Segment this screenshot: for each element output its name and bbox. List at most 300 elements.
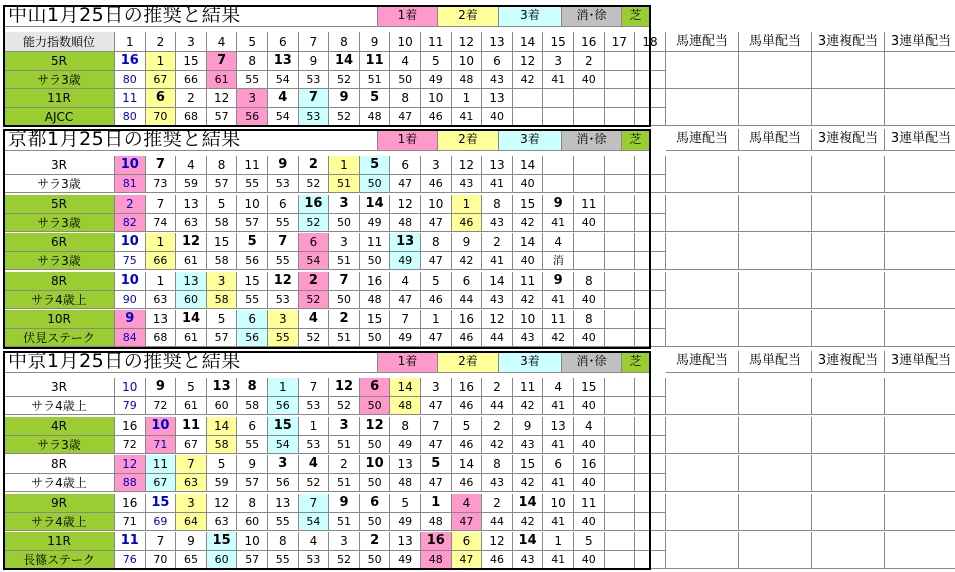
horse-number: 12 [482,532,513,551]
payout-cell [885,233,955,270]
horse-number: 14 [329,52,360,71]
horse-number: 3 [329,532,360,551]
ability-index: 54 [268,436,299,454]
race-number: 6R [4,233,115,252]
payout-cell [666,195,739,232]
ability-index: 59 [207,474,238,492]
horse-number: 2 [482,233,513,252]
payout-cell [885,156,955,193]
ability-index: 56 [237,108,268,126]
ability-index: 49 [421,71,452,89]
horse-number: 2 [360,532,391,551]
horse-number: 6 [237,417,268,436]
ability-index: 42 [513,397,544,415]
horse-number: 5 [207,310,238,329]
legend-second: 2着 [438,5,499,27]
ability-index: 55 [268,214,299,232]
payout-cell [885,310,955,347]
horse-number: 2 [115,195,146,214]
horse-number [605,272,636,291]
horse-number: 5 [421,455,452,474]
ability-index: 43 [513,329,544,347]
ability-index: 50 [360,175,391,193]
ability-index: 43 [482,71,513,89]
rank-header-cell: 2 [146,32,177,52]
horse-number: 1 [543,532,574,551]
ability-index: 53 [268,291,299,309]
ability-index [635,291,666,309]
horse-number: 2 [482,494,513,513]
ability-index: 67 [146,71,177,89]
horse-number [574,156,605,175]
horse-number: 7 [299,494,330,513]
horse-number: 12 [360,417,391,436]
horse-number: 4 [452,494,483,513]
ability-index: 41 [543,397,574,415]
payout-cell [885,532,955,569]
ability-index: 46 [452,474,483,492]
horse-number [605,52,636,71]
horse-number: 7 [299,378,330,397]
payout-cell [666,532,739,569]
horse-number: 9 [329,89,360,108]
ability-index: 63 [176,474,207,492]
race-condition: サラ3歳 [4,436,115,454]
legend-third: 3着 [499,351,562,373]
ability-index: 46 [421,175,452,193]
ability-index: 57 [207,175,238,193]
horse-number: 5 [207,195,238,214]
ability-index: 41 [543,291,574,309]
payout-header: 3連単配当 [885,351,955,373]
ability-index: 49 [390,551,421,569]
ability-index: 57 [237,214,268,232]
payout-cell [666,89,739,126]
horse-number: 9 [299,52,330,71]
ability-index: 55 [237,175,268,193]
ability-index: 43 [482,214,513,232]
horse-number: 3 [207,272,238,291]
rank-header-cell: 18 [635,32,666,52]
ability-index: 52 [299,175,330,193]
ability-index: 44 [482,513,513,531]
horse-number: 6 [543,455,574,474]
horse-number [635,52,666,71]
ability-index: 50 [360,436,391,454]
horse-number: 11 [360,233,391,252]
horse-number [635,272,666,291]
horse-number: 13 [176,272,207,291]
ability-index [605,513,636,531]
horse-number: 2 [482,378,513,397]
ability-index: 46 [421,108,452,126]
horse-number: 10 [115,156,146,175]
horse-number: 12 [268,272,299,291]
horse-number: 9 [268,156,299,175]
horse-number: 15 [176,52,207,71]
horse-number: 3 [268,310,299,329]
ability-index [635,551,666,569]
ability-index: 49 [390,252,421,270]
payout-cell [666,233,739,270]
horse-number: 15 [574,378,605,397]
horse-number: 4 [390,52,421,71]
ability-index: 75 [115,252,146,270]
ability-index: 41 [452,108,483,126]
ability-index: 40 [574,214,605,232]
ability-index: 42 [482,436,513,454]
payout-header: 3連複配当 [812,32,885,52]
payout-cell [885,417,955,454]
rank-header-cell: 3 [176,32,207,52]
ability-index [635,329,666,347]
horse-number: 1 [299,417,330,436]
horse-number [605,532,636,551]
horse-number: 2 [299,272,330,291]
ability-index: 48 [390,214,421,232]
legend-first: 1着 [378,5,438,27]
payout-header: 馬連配当 [666,32,739,52]
ability-index: 40 [574,474,605,492]
ability-index: 55 [237,291,268,309]
ability-index: 66 [176,71,207,89]
horse-number: 3 [421,378,452,397]
ability-index: 50 [360,551,391,569]
horse-number [543,89,574,108]
ability-index [605,397,636,415]
payout-cell [812,310,885,347]
rank-header-cell: 12 [452,32,483,52]
horse-number: 5 [390,494,421,513]
ability-index: 43 [513,551,544,569]
payout-cell [739,233,812,270]
horse-number: 1 [146,233,177,252]
payout-cell [739,532,812,569]
horse-number: 13 [390,532,421,551]
horse-number [635,532,666,551]
horse-number: 3 [176,494,207,513]
rank-header-cell: 9 [360,32,391,52]
horse-number: 2 [329,455,360,474]
horse-number: 16 [115,417,146,436]
horse-number: 6 [452,272,483,291]
ability-index: 40 [482,108,513,126]
horse-number: 6 [146,89,177,108]
race-number: 9R [4,494,115,513]
ability-index: 42 [513,291,544,309]
ability-index: 40 [574,71,605,89]
horse-number: 3 [329,233,360,252]
horse-number: 13 [482,89,513,108]
horse-number: 1 [146,272,177,291]
horse-number: 6 [360,494,391,513]
horse-number: 9 [146,378,177,397]
ability-index: 40 [574,551,605,569]
ability-index [605,291,636,309]
ability-index: 55 [268,513,299,531]
ability-index: 44 [452,291,483,309]
ability-index: 57 [207,329,238,347]
horse-number: 4 [299,532,330,551]
ability-index: 50 [360,474,391,492]
ability-index: 46 [421,291,452,309]
horse-number: 15 [237,272,268,291]
horse-number [635,233,666,252]
ability-index: 57 [237,551,268,569]
horse-number: 10 [421,89,452,108]
legend-turf: 芝 [622,129,650,151]
ability-index [543,175,574,193]
horse-number: 7 [146,195,177,214]
ability-index: 54 [299,513,330,531]
ability-index: 47 [421,474,452,492]
horse-number: 14 [390,378,421,397]
ability-index: 52 [299,329,330,347]
horse-number [605,156,636,175]
horse-number: 10 [421,195,452,214]
ability-index: 68 [146,329,177,347]
race-number: 3R [4,378,115,397]
horse-number: 3 [329,417,360,436]
horse-number: 9 [543,272,574,291]
ability-index: 63 [207,513,238,531]
race-number: 5R [4,195,115,214]
horse-number: 5 [237,233,268,252]
horse-number: 12 [207,89,238,108]
rank-header-cell: 5 [237,32,268,52]
ability-index: 53 [268,175,299,193]
horse-number [635,89,666,108]
ability-index: 50 [360,513,391,531]
ability-index: 52 [329,397,360,415]
ability-index: 40 [574,513,605,531]
ability-index: 61 [176,329,207,347]
horse-number: 1 [146,52,177,71]
horse-number [635,156,666,175]
horse-number: 10 [115,272,146,291]
payout-cell [666,378,739,415]
ability-index: 60 [176,291,207,309]
horse-number: 3 [237,89,268,108]
horse-number: 12 [390,195,421,214]
ability-index: 53 [299,71,330,89]
ability-index [605,551,636,569]
horse-number: 2 [299,156,330,175]
ability-index: 90 [115,291,146,309]
ability-index [543,108,574,126]
race-condition: 長篠ステーク [4,551,115,569]
ability-index: 80 [115,71,146,89]
horse-number: 14 [207,417,238,436]
race-condition: サラ3歳 [4,71,115,89]
ability-index: 40 [574,436,605,454]
payout-cell [812,156,885,193]
horse-number: 5 [421,52,452,71]
horse-number: 13 [207,378,238,397]
horse-number: 11 [513,378,544,397]
rank-header-cell: 17 [605,32,636,52]
horse-number: 7 [268,233,299,252]
payout-cell [885,272,955,309]
horse-number: 8 [237,494,268,513]
section-title: 京都1月25日の推奨と結果 [4,129,378,151]
ability-index: 81 [115,175,146,193]
ability-index: 48 [360,108,391,126]
ability-index: 54 [268,71,299,89]
ability-index: 41 [482,175,513,193]
horse-number: 2 [329,310,360,329]
payout-cell [885,195,955,232]
ability-index: 84 [115,329,146,347]
horse-number: 3 [329,195,360,214]
horse-number: 14 [513,233,544,252]
horse-number: 8 [237,52,268,71]
horse-number: 7 [390,310,421,329]
horse-number: 10 [237,532,268,551]
rank-header-cell: 15 [543,32,574,52]
payout-header: 3連単配当 [885,129,955,151]
horse-number: 7 [146,156,177,175]
horse-number [605,195,636,214]
horse-number: 12 [207,494,238,513]
ability-index: 41 [543,474,574,492]
horse-number: 14 [360,195,391,214]
payout-cell [666,417,739,454]
ability-index: 56 [237,252,268,270]
horse-number: 11 [115,89,146,108]
horse-number: 5 [421,272,452,291]
payout-cell [885,52,955,89]
payout-cell [812,417,885,454]
ability-index: 47 [390,175,421,193]
ability-index [635,513,666,531]
ability-index [605,474,636,492]
horse-number: 8 [207,156,238,175]
ability-index: 66 [146,252,177,270]
ability-index: 42 [513,214,544,232]
ability-index: 47 [421,214,452,232]
horse-number: 14 [513,532,544,551]
ability-index: 47 [390,108,421,126]
horse-number: 14 [482,272,513,291]
payout-cell [666,310,739,347]
ability-index: 54 [299,252,330,270]
ability-index: 63 [176,214,207,232]
payout-cell [739,156,812,193]
rank-header-cell: 7 [299,32,330,52]
horse-number: 5 [207,455,238,474]
horse-number: 10 [146,417,177,436]
ability-index [574,108,605,126]
ability-index: 67 [176,436,207,454]
horse-number: 8 [574,310,605,329]
ability-index: 47 [452,513,483,531]
ability-index: 51 [329,175,360,193]
ability-index: 49 [390,436,421,454]
horse-number: 2 [482,417,513,436]
ability-index: 51 [329,474,360,492]
payout-cell [812,233,885,270]
horse-number [543,156,574,175]
horse-number: 10 [237,195,268,214]
horse-number: 15 [513,195,544,214]
ability-index: 50 [329,291,360,309]
payout-header: 馬連配当 [666,129,739,151]
horse-number: 15 [360,310,391,329]
payout-header: 3連単配当 [885,32,955,52]
ability-index: 52 [329,108,360,126]
horse-number: 5 [574,532,605,551]
horse-number: 4 [390,272,421,291]
rank-header-cell: 6 [268,32,299,52]
ability-index [605,252,636,270]
horse-number: 13 [390,233,421,252]
race-condition: サラ4歳上 [4,474,115,492]
horse-number [605,455,636,474]
ability-index: 61 [176,397,207,415]
race-condition: サラ4歳上 [4,397,115,415]
legend-third: 3着 [499,5,562,27]
rank-header-cell: 8 [329,32,360,52]
horse-number [605,494,636,513]
ability-index: 47 [421,329,452,347]
ability-index: 42 [513,474,544,492]
horse-number: 11 [543,310,574,329]
horse-number: 14 [513,156,544,175]
ability-index: 49 [390,513,421,531]
horse-number [635,378,666,397]
horse-number: 14 [176,310,207,329]
horse-number: 12 [329,378,360,397]
horse-number: 9 [237,455,268,474]
horse-number: 5 [360,156,391,175]
race-condition: サラ3歳 [4,175,115,193]
race-number: 5R [4,52,115,71]
section-title: 中山1月25日の推奨と結果 [4,5,378,27]
horse-number [635,494,666,513]
horse-number: 16 [574,455,605,474]
ability-index: 61 [207,71,238,89]
ability-index: 50 [390,71,421,89]
ability-index: 57 [237,474,268,492]
ability-index: 41 [482,252,513,270]
ability-index: 48 [421,513,452,531]
horse-number: 11 [513,272,544,291]
payout-cell [812,494,885,531]
horse-number: 8 [482,455,513,474]
horse-number: 16 [421,532,452,551]
ability-index: 57 [207,108,238,126]
race-number: 11R [4,89,115,108]
horse-number: 16 [115,494,146,513]
ability-index: 72 [115,436,146,454]
legend-first: 1着 [378,129,438,151]
payout-header: 馬単配当 [739,32,812,52]
ability-index: 79 [115,397,146,415]
ability-index: 40 [574,329,605,347]
horse-number: 1 [329,156,360,175]
ability-index [513,108,544,126]
ability-index: 51 [329,329,360,347]
horse-number: 13 [146,310,177,329]
race-number: 8R [4,272,115,291]
ability-index: 51 [329,252,360,270]
horse-number: 9 [452,233,483,252]
ability-index: 67 [146,474,177,492]
horse-number: 12 [513,52,544,71]
payout-cell [739,89,812,126]
payout-cell [666,156,739,193]
